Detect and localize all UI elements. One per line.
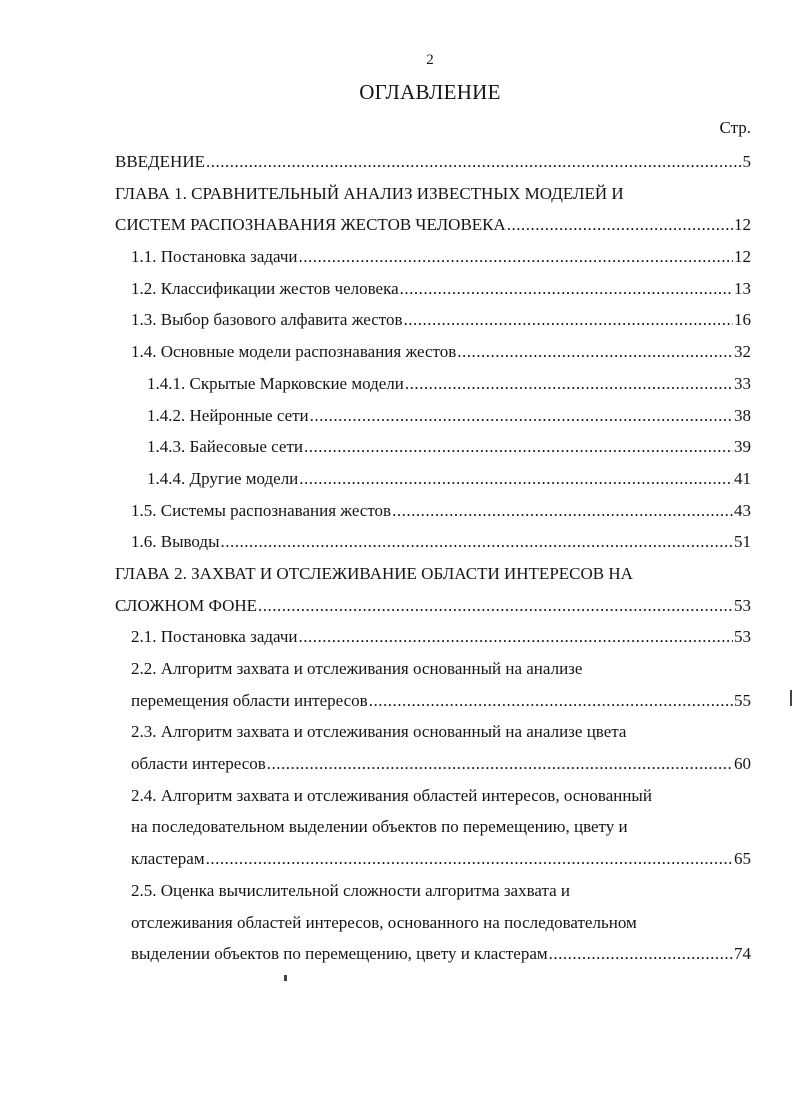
- toc-entry-title: СЛОЖНОМ ФОНЕ: [115, 595, 258, 615]
- dot-leader: [206, 146, 742, 178]
- toc-entry: [0, 938, 751, 970]
- toc-entry-page: 12: [734, 247, 751, 267]
- toc-entry-page: 38: [734, 405, 751, 425]
- toc-entry-page: 60: [734, 754, 751, 774]
- dot-leader: [299, 621, 733, 653]
- toc-entry-page: 5: [742, 152, 751, 171]
- toc-entry-page: 43: [734, 500, 751, 520]
- scan-speck: [284, 975, 287, 981]
- toc-entry-title: ВВЕДЕНИЕ: [115, 152, 205, 171]
- toc-entry: [0, 843, 751, 875]
- toc-entry-title: 1.4.3. Байесовые сети: [147, 437, 303, 457]
- toc-entry: [0, 495, 751, 527]
- toc-entry-page: 39: [734, 437, 751, 457]
- toc-entry-title: 2.3. Алгоритм захвата и отслеживания основанный на анализе цвета: [131, 722, 627, 742]
- toc-entry-title: 1.2. Классификации жестов человека: [131, 278, 399, 298]
- dot-leader: [310, 400, 733, 432]
- dot-leader: [258, 590, 733, 622]
- dot-leader: [299, 241, 733, 273]
- toc-entry: [0, 907, 760, 939]
- toc-entry-title: 1.5. Системы распознавания жестов: [131, 500, 392, 520]
- toc-entry-title: СИСТЕМ РАСПОЗНАВАНИЯ ЖЕСТОВ ЧЕЛОВЕКА: [115, 215, 506, 235]
- toc-entry: [0, 463, 751, 495]
- toc-entry-page: 55: [734, 690, 751, 710]
- toc-entry-page: 32: [734, 342, 751, 362]
- toc-entry-title: выделении объектов по перемещению, цвету и кластерам: [131, 944, 548, 964]
- toc-entry: [0, 653, 760, 685]
- toc-entry-title: 1.4. Основные модели распознавания жестов: [131, 342, 457, 362]
- toc-entry-title: 1.4.4. Другие модели: [147, 468, 299, 488]
- toc-entry-page: 33: [734, 373, 751, 393]
- dot-leader: [457, 336, 733, 368]
- toc-entry: [0, 526, 751, 558]
- toc-entry-title: 2.1. Постановка задачи: [131, 627, 298, 647]
- dot-leader: [404, 304, 734, 336]
- toc-entry-title: 1.3. Выбор базового алфавита жестов: [131, 310, 403, 330]
- toc-entry: [0, 590, 751, 622]
- toc-entry-title: 1.4.1. Скрытые Марковские модели: [147, 373, 404, 393]
- dot-leader: [405, 368, 733, 400]
- toc-entry-page: 13: [734, 278, 751, 298]
- toc-entry: [0, 780, 760, 812]
- page-title: ОГЛАВЛЕНИЕ: [359, 80, 501, 104]
- scan-speck: [790, 690, 792, 706]
- table-of-contents: [0, 146, 799, 970]
- dot-leader: [507, 209, 733, 241]
- toc-entry-title: 2.4. Алгоритм захвата и отслеживания областей интересов, основанный: [131, 785, 652, 805]
- toc-entry: [0, 811, 760, 843]
- toc-entry-title: области интересов: [131, 754, 266, 774]
- dot-leader: [400, 273, 733, 305]
- dot-leader: [299, 463, 733, 495]
- toc-entry-page: 51: [734, 532, 751, 552]
- toc-entry: [0, 336, 751, 368]
- toc-entry: [0, 400, 751, 432]
- toc-entry-page: 12: [734, 215, 751, 235]
- toc-entry: [0, 368, 751, 400]
- dot-leader: [304, 431, 733, 463]
- dot-leader: [369, 685, 733, 717]
- toc-entry: [0, 875, 760, 907]
- toc-entry-title: 2.5. Оценка вычислительной сложности алгоритма захвата и: [131, 880, 571, 900]
- toc-entry-title: перемещения области интересов: [131, 690, 368, 710]
- dot-leader: [221, 526, 733, 558]
- toc-entry-page: 41: [734, 468, 751, 488]
- toc-entry: [0, 273, 751, 305]
- toc-entry-page: 74: [734, 944, 751, 964]
- toc-entry-page: 16: [734, 310, 751, 330]
- toc-entry-title: на последовательном выделении объектов по перемещению, цвету и: [131, 817, 628, 837]
- toc-entry-title: 1.1. Постановка задачи: [131, 247, 298, 267]
- toc-entry: [0, 621, 751, 653]
- toc-entry: [0, 241, 751, 273]
- dot-leader: [549, 938, 733, 970]
- toc-entry-title: ГЛАВА 2. ЗАХВАТ И ОТСЛЕЖИВАНИЕ ОБЛАСТИ ИНТЕРЕСОВ НА: [115, 563, 633, 583]
- toc-entry: [0, 685, 751, 717]
- toc-entry-title: 2.2. Алгоритм захвата и отслеживания основанный на анализе: [131, 659, 583, 678]
- toc-entry-title: 1.6. Выводы: [131, 532, 220, 552]
- toc-entry: [0, 209, 751, 241]
- toc-entry: [0, 748, 751, 780]
- toc-entry: [0, 146, 751, 178]
- toc-entry: [0, 178, 760, 210]
- toc-entry-title: кластерам: [131, 849, 205, 869]
- page-column-label: Стр.: [719, 118, 751, 137]
- toc-entry-page: 65: [734, 849, 751, 869]
- dot-leader: [206, 843, 733, 875]
- dot-leader: [392, 495, 733, 527]
- toc-entry: [0, 558, 760, 590]
- toc-entry-title: ГЛАВА 1. СРАВНИТЕЛЬНЫЙ АНАЛИЗ ИЗВЕСТНЫХ МОДЕЛЕЙ И: [115, 183, 624, 203]
- toc-entry-title: отслеживания областей интересов, основанного на последовательном: [131, 912, 637, 932]
- dot-leader: [267, 748, 733, 780]
- toc-entry-page: 53: [734, 627, 751, 647]
- toc-entry-page: 53: [734, 595, 751, 615]
- toc-entry-title: 1.4.2. Нейронные сети: [147, 405, 309, 425]
- toc-entry: [0, 431, 751, 463]
- toc-entry: [0, 716, 760, 748]
- page-number: 2: [426, 52, 434, 68]
- toc-entry: [0, 304, 751, 336]
